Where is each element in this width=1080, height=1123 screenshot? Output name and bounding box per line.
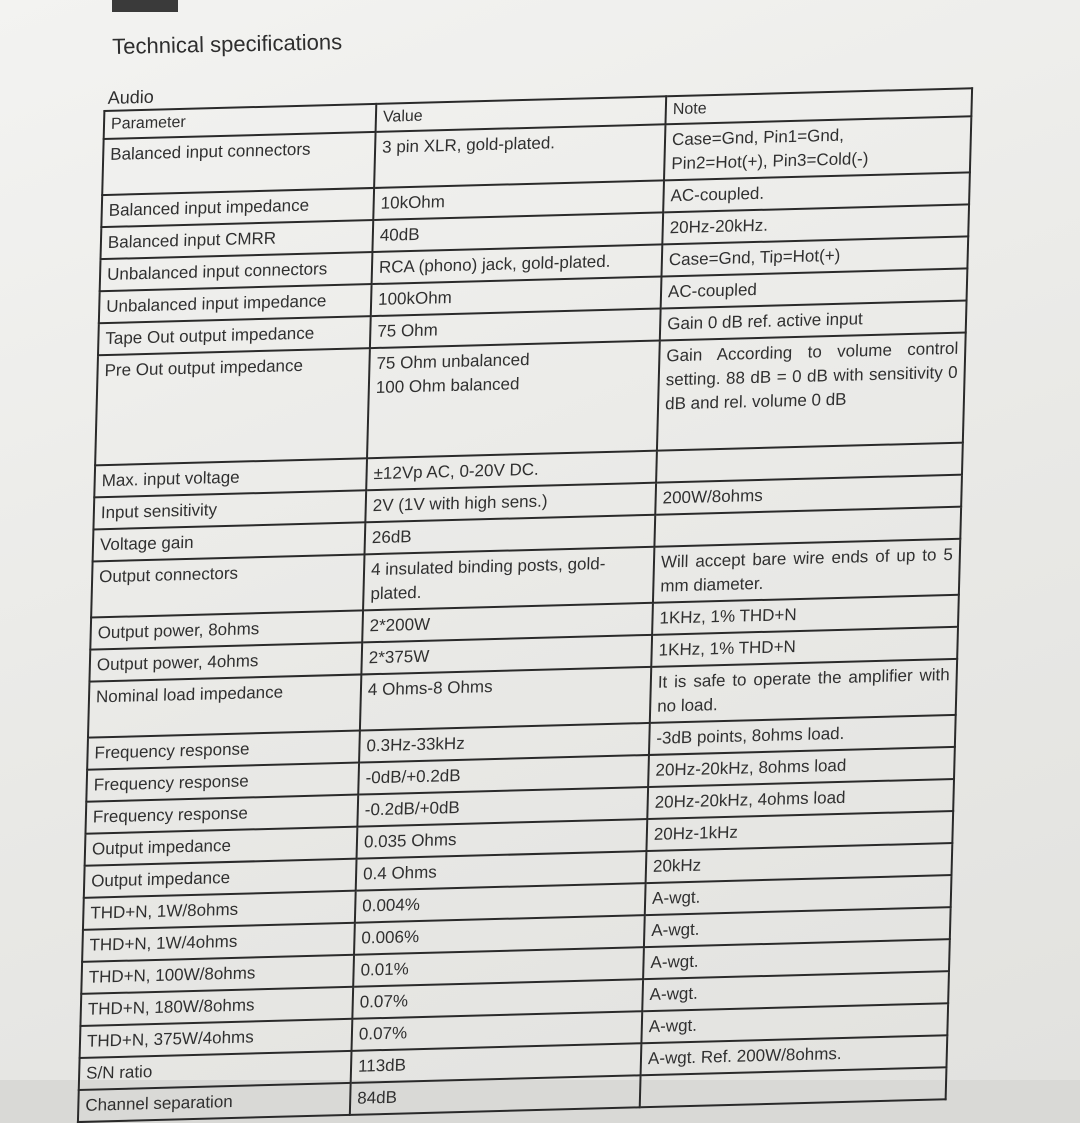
cell-value: 2V (1V with high sens.) xyxy=(365,483,656,523)
cell-note: A-wgt. Ref. 200W/8ohms. xyxy=(641,1035,948,1075)
cell-parameter: Frequency response xyxy=(86,763,359,802)
cell-parameter: Nominal load impedance xyxy=(88,674,361,737)
cell-parameter: Balanced input CMRR xyxy=(101,220,374,259)
cell-value: 2*200W xyxy=(362,603,653,643)
cell-note xyxy=(640,1067,947,1107)
cell-note: AC-coupled. xyxy=(663,172,970,212)
cell-note: A-wgt. xyxy=(644,907,951,947)
cell-note: A-wgt. xyxy=(643,939,950,979)
cell-parameter: S/N ratio xyxy=(79,1051,352,1090)
cell-parameter: THD+N, 1W/4ohms xyxy=(82,923,355,962)
cell-parameter: Pre Out output impedance xyxy=(95,348,370,465)
cell-value: -0dB/+0.2dB xyxy=(358,755,649,795)
cell-parameter: Balanced input impedance xyxy=(101,188,374,227)
cell-note: AC-coupled xyxy=(661,268,968,308)
cell-note: -3dB points, 8ohms load. xyxy=(649,715,956,755)
cell-note: A-wgt. xyxy=(642,971,949,1011)
cell-parameter: THD+N, 180W/8ohms xyxy=(80,987,353,1026)
cell-parameter: Frequency response xyxy=(87,731,360,770)
document-title: Technical specifications xyxy=(112,29,343,59)
cell-value: 0.01% xyxy=(353,947,644,987)
cell-parameter: Output impedance xyxy=(84,859,357,898)
cell-value: 0.07% xyxy=(352,1011,643,1051)
cell-note: A-wgt. xyxy=(645,875,952,915)
cell-value: 100kOhm xyxy=(371,276,662,316)
cell-note: 1KHz, 1% THD+N xyxy=(652,595,959,635)
cell-note: Case=Gnd, Tip=Hot(+) xyxy=(661,236,968,276)
header-parameter: Parameter xyxy=(104,104,377,139)
cell-value: 2*375W xyxy=(361,635,652,675)
cell-value: 113dB xyxy=(351,1043,642,1083)
cell-value: 0.07% xyxy=(352,979,643,1019)
cell-value: -0.2dB/+0dB xyxy=(357,787,648,827)
cell-parameter: Balanced input connectors xyxy=(102,132,375,195)
cell-note: 1KHz, 1% THD+N xyxy=(651,627,958,667)
cell-note: Gain 0 dB ref. active input xyxy=(660,300,967,340)
cell-parameter: Unbalanced input connectors xyxy=(100,252,373,291)
spec-table-body xyxy=(78,88,972,1122)
cell-value: ±12Vp AC, 0-20V DC. xyxy=(366,451,657,491)
cell-note: 20Hz-20kHz, 4ohms load xyxy=(647,779,954,819)
cell-value: 0.004% xyxy=(355,883,646,923)
cell-value: 84dB xyxy=(350,1075,641,1115)
cell-value: 3 pin XLR, gold-plated. xyxy=(374,124,665,188)
cell-note: A-wgt. xyxy=(641,1003,948,1043)
cell-parameter: THD+N, 1W/8ohms xyxy=(83,891,356,930)
cell-parameter: Tape Out output impedance xyxy=(98,316,371,355)
spec-sheet xyxy=(77,65,972,1123)
cell-note: Will accept bare wire ends of up to 5 mm diameter. xyxy=(653,539,960,603)
cell-note: 200W/8ohms xyxy=(655,475,962,515)
cell-value: 4 Ohms-8 Ohms xyxy=(360,667,651,731)
cell-note: 20Hz-1kHz xyxy=(646,811,953,851)
header-note: Note xyxy=(665,88,972,124)
cell-parameter: Channel separation xyxy=(78,1083,351,1122)
cell-value: 75 Ohm unbalanced 100 Ohm balanced xyxy=(367,341,660,459)
cell-value: 0.035 Ohms xyxy=(357,819,648,859)
cell-note: 20Hz-20kHz. xyxy=(662,204,969,244)
cell-note: It is safe to operate the amplifier with no load. xyxy=(650,659,957,723)
cell-value: 4 insulated binding posts, gold-plated. xyxy=(363,547,654,611)
cell-value: 75 Ohm xyxy=(370,309,661,349)
cell-parameter: Unbalanced input impedance xyxy=(99,284,372,323)
cell-note: 20kHz xyxy=(646,843,953,883)
cell-parameter: Output impedance xyxy=(85,827,358,866)
cell-parameter: Frequency response xyxy=(85,795,358,834)
cell-parameter: Max. input voltage xyxy=(94,458,367,497)
cell-value: 26dB xyxy=(365,515,656,555)
cell-note: 20Hz-20kHz, 8ohms load xyxy=(648,747,955,787)
cell-value: 10kOhm xyxy=(373,180,664,220)
cell-value: RCA (phono) jack, gold-plated. xyxy=(372,244,663,284)
section-label: Audio xyxy=(107,86,155,108)
spec-table xyxy=(77,87,973,1123)
cell-note: Case=Gnd, Pin1=Gnd, Pin2=Hot(+), Pin3=Cold(-) xyxy=(664,116,971,180)
cell-value: 0.006% xyxy=(354,915,645,955)
cell-parameter: Output connectors xyxy=(91,554,364,617)
cell-value: 0.4 Ohms xyxy=(356,851,647,891)
cell-parameter: Voltage gain xyxy=(93,522,366,561)
cell-parameter: Output power, 4ohms xyxy=(89,642,362,681)
cell-parameter: Output power, 8ohms xyxy=(90,610,363,649)
header-value: Value xyxy=(376,96,667,132)
cell-note: Gain According to volume control setting. 88 dB = 0 dB with sensitivity 0 dB and rel. volume 0 dB xyxy=(657,333,966,451)
cell-parameter: THD+N, 100W/8ohms xyxy=(81,955,354,994)
cell-value: 0.3Hz-33kHz xyxy=(359,723,650,763)
cell-parameter: THD+N, 375W/4ohms xyxy=(80,1019,353,1058)
cell-value: 40dB xyxy=(372,212,663,252)
logo-mark xyxy=(112,0,178,12)
cell-parameter: Input sensitivity xyxy=(93,490,366,529)
